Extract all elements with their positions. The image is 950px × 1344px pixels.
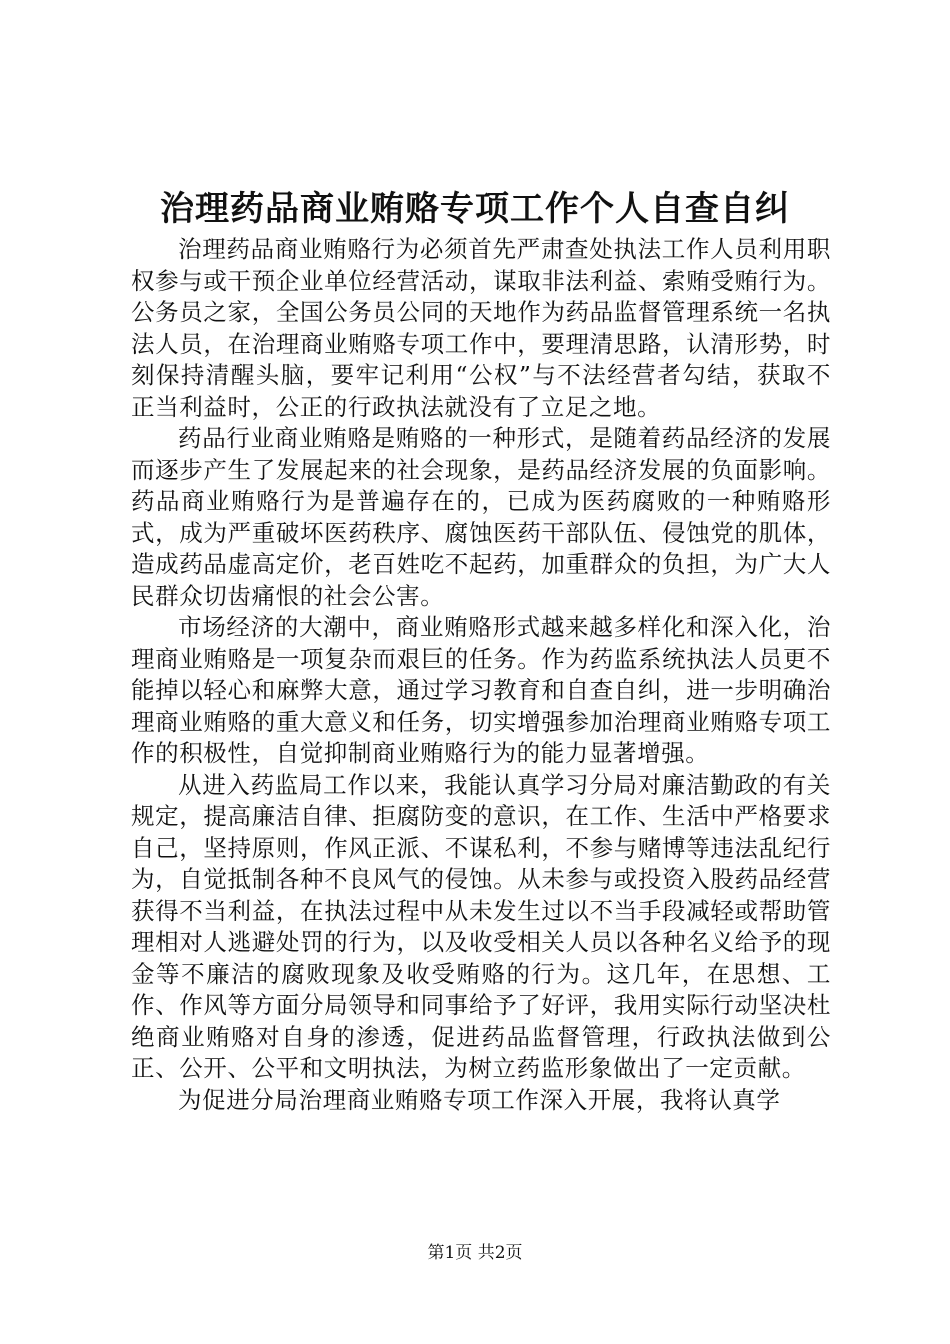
page-number-footer: 第1页 共2页 [427, 1243, 523, 1263]
document-title: 治理药品商业贿赂专项工作个人自查自纠 [160, 189, 790, 229]
paragraph-5: 为促进分局治理商业贿赂专项工作深入开展，我将认真学 [178, 1085, 781, 1114]
paragraph-2: 药品行业商业贿赂是贿赂的一种形式，是随着药品经济的发展而逐步产生了发展起来的社会现象，是药品经济发展的负面影响。药品商业贿赂行为是普遍存在的，已成为医药腐败的一种贿赂形式，成为严重破坏医药秩序、腐蚀医药干部队伍、侵蚀党的肌体，造成药品虚高定价，老百姓吃不起药，加重群众的负担，为广大人民群众切齿痛恨的社会公害。 [131, 424, 831, 610]
document-body [131, 234, 831, 1116]
paragraph-3: 市场经济的大潮中，商业贿赂形式越来越多样化和深入化，治理商业贿赂是一项复杂而艰巨的任务。作为药监系统执法人员更不能掉以轻心和麻弊大意，通过学习教育和自查自纠，进一步明确治理商业贿赂的重大意义和任务，切实增强参加治理商业贿赂专项工作的积极性，自觉抑制商业贿赂行为的能力显著增强。 [131, 613, 831, 767]
paragraph-4: 从进入药监局工作以来，我能认真学习分局对廉洁勤政的有关规定，提高廉洁自律、拒腐防变的意识，在工作、生活中严格要求自己，坚持原则，作风正派、不谋私利，不参与赌博等违法乱纪行为，自觉抵制各种不良风气的侵蚀。从未参与或投资入股药品经营获得不当利益，在执法过程中从未发生过以不当手段减轻或帮助管理相对人逃避处罚的行为，以及收受相关人员以各种名义给予的现金等不廉洁的腐败现象及收受贿赂的行为。这几年，在思想、工作、作风等方面分局领导和同事给予了好评，我用实际行动坚决杜绝商业贿赂对自身的渗透，促进药品监督管理，行政执法做到公正、公开、公平和文明执法，为树立药监形象做出了一定贡献。 [131, 770, 831, 1082]
paragraph-1: 治理药品商业贿赂行为必须首先严肃查处执法工作人员利用职权参与或干预企业单位经营活动，谋取非法利益、索贿受贿行为。公务员之家，全国公务员公同的天地作为药品监督管理系统一名执法人员，在治理商业贿赂专项工作中，要理清思路，认清形势，时刻保持清醒头脑，要牢记利用“公权”与不法经营者勾结，获取不正当利益时，公正的行政执法就没有了立足之地。 [131, 235, 831, 421]
